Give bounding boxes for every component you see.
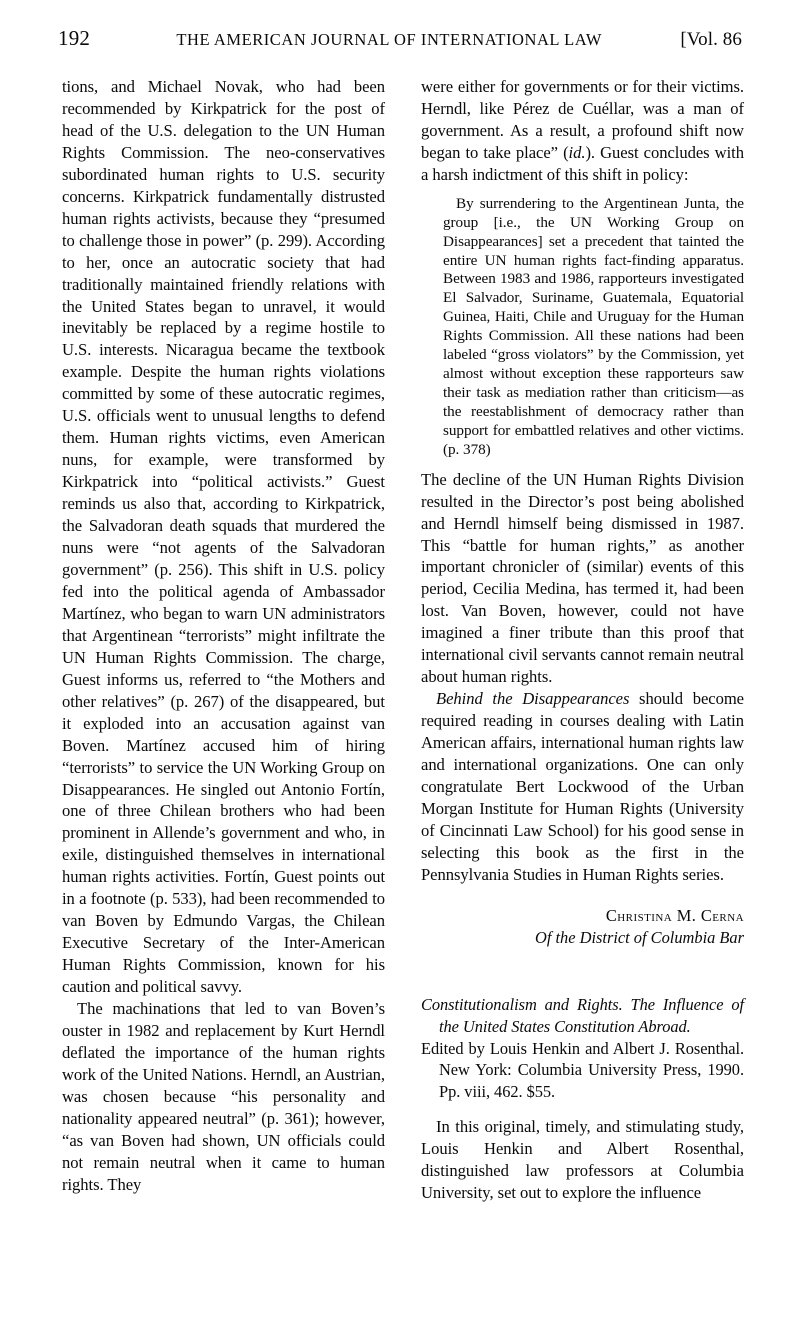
journal-title: THE AMERICAN JOURNAL OF INTERNATIONAL LAW <box>176 30 603 49</box>
reviewer-name: Christina M. Cerna <box>605 905 744 925</box>
left-column <box>62 76 385 1204</box>
paragraph-behind-disappearances <box>421 688 744 886</box>
paragraph-continued-right <box>421 76 744 186</box>
paragraph-machinations: The machinations that led to van Boven’s ouster in 1982 and replacement by Kurt Herndl deflated the importance of the human rights work of the United Nations. Herndl, an Austrian, was chosen because “his personality and nationality appeared neutral” (p. 361); however, “as van Boven had shown, UN officials could not remain neutral when it came to human rights. They <box>62 999 385 1194</box>
volume-label: [Vol. 86 <box>680 29 742 50</box>
block-quotation <box>421 195 744 460</box>
right-column <box>421 76 744 1204</box>
next-review-imprint: Edited by Louis Henkin and Albert J. Rosenthal. New York: Columbia University Press, 1990. Pp. viii, 462. $55. <box>421 1038 744 1101</box>
reviewer-affiliation: Of the District of Columbia Bar <box>535 928 744 948</box>
paragraph-decline: The decline of the UN Human Rights Division resulted in the Director’s post being abolished and Herndl himself being dismissed in 1987. This “battle for human rights,” as another important chronicler of (similar) events of this period, Cecilia Medina, has termed it, had been lost. Van Boven, however, could not have imagined a finer tribute than this proof that international civil servants cannot remain neutral about human rights. <box>421 469 744 687</box>
paragraph-continued-right-text-a: were either for governments or for their victims. Herndl, like Pérez de Cuéllar, was a man of government. As a result, a profound shift now began to take place” ( <box>421 77 744 162</box>
next-review-heading <box>421 994 744 1102</box>
book-title-italic: Behind the Disappearances <box>436 689 630 709</box>
paragraph-continued-left: tions, and Michael Novak, who had been recommended by Kirkpatrick for the post of head of the U.S. delegation to the UN Human Rights Commission. The neo-conservatives subordinated human rights to U.S. security concerns. Kirkpatrick fundamentally distrusted human rights activists, because they “presumed to challenge those in power” (p. 299). According to her, once an autocratic society that had traditionally maintained friendly relations with the United States began to unravel, it would inevitably be replaced by a regime hostile to U.S. interests. Nicaragua became the textbook example. Despite the human rights violations committed by some of these autocratic regimes, U.S. officials went to unusual lengths to defend them. Human rights victims, even American nuns, for example, were transformed by Kirkpatrick into “political activists.” Guest reminds us also that, according to Kirkpatrick, the Salvadoran death squads that murdered the nuns were “not agents of the Salvadoran government” (p. 256). This shift in U.S. policy fed into the political agenda of Ambassador Martínez, who began to warn UN administrators that Argentinean “terrorists” might infiltrate the UN Human Rights Commission. The charge, Guest informs us, referred to “the Mothers and other relatives” (p. 267) of the disappeared, but it exploded into an accusation against van Boven. Martínez accused him of hiring “terrorists” to service the UN Working Group on Disappearances. He singled out Antonio Fortín, one of three Chilean brothers who had been prominent in Allende’s government and who, in exile, distinguished themselves in international human rights activities. Fortín, Guest points out in a footnote (p. 533), had been recommended to van Boven by Edmundo Vargas, the Chilean Executive Secretary of the Inter-American Human Rights Commission, known for his caution and political savvy. <box>62 77 385 997</box>
next-review-title: Constitutionalism and Rights. The Influence of the United States Constitution Abroad. <box>421 995 744 1036</box>
block-quotation-text: By surrendering to the Argentinean Junta, the group [i.e., the UN Working Group on Disappearances] set a precedent that tainted the entire UN human rights fact-finding apparatus. Between 1983 and 1986, rapporteurs investigated El Salvador, Suriname, Guatemala, Equatorial Guinea, Haiti, Chile and Uruguay for the Human Rights Commission. All these nations had been labeled “gross violators” by the Commission, yet almost without exception these rapporteurs saw their task as mediation rather than criticism—as the reestablishment of democracy rather than support for embattled relatives and other victims. (p. 378) <box>443 194 744 458</box>
review-signature <box>421 905 744 949</box>
body-columns <box>62 76 744 1204</box>
paragraph-in-this-original: In this original, timely, and stimulating study, Louis Henkin and Albert Rosenthal, distinguished law professors at Columbia University, set out to explore the influence <box>421 1117 744 1203</box>
paragraph-behind-rest: should become required reading in courses dealing with Latin American affairs, international human rights law and international organizations. One can only congratulate Bert Lockwood of the Urban Morgan Institute for Human Rights (University of Cincinnati Law School) for his good sense in selecting this book as the first in the Pennsylvania Studies in Human Rights series. <box>421 689 744 884</box>
citation-id-italic: id. <box>568 142 586 162</box>
running-head <box>58 26 742 56</box>
paragraph-continued-right-text-b: ). Guest concludes with a harsh indictment of this shift in policy: <box>421 142 744 184</box>
page-folio: 192 <box>58 26 91 50</box>
